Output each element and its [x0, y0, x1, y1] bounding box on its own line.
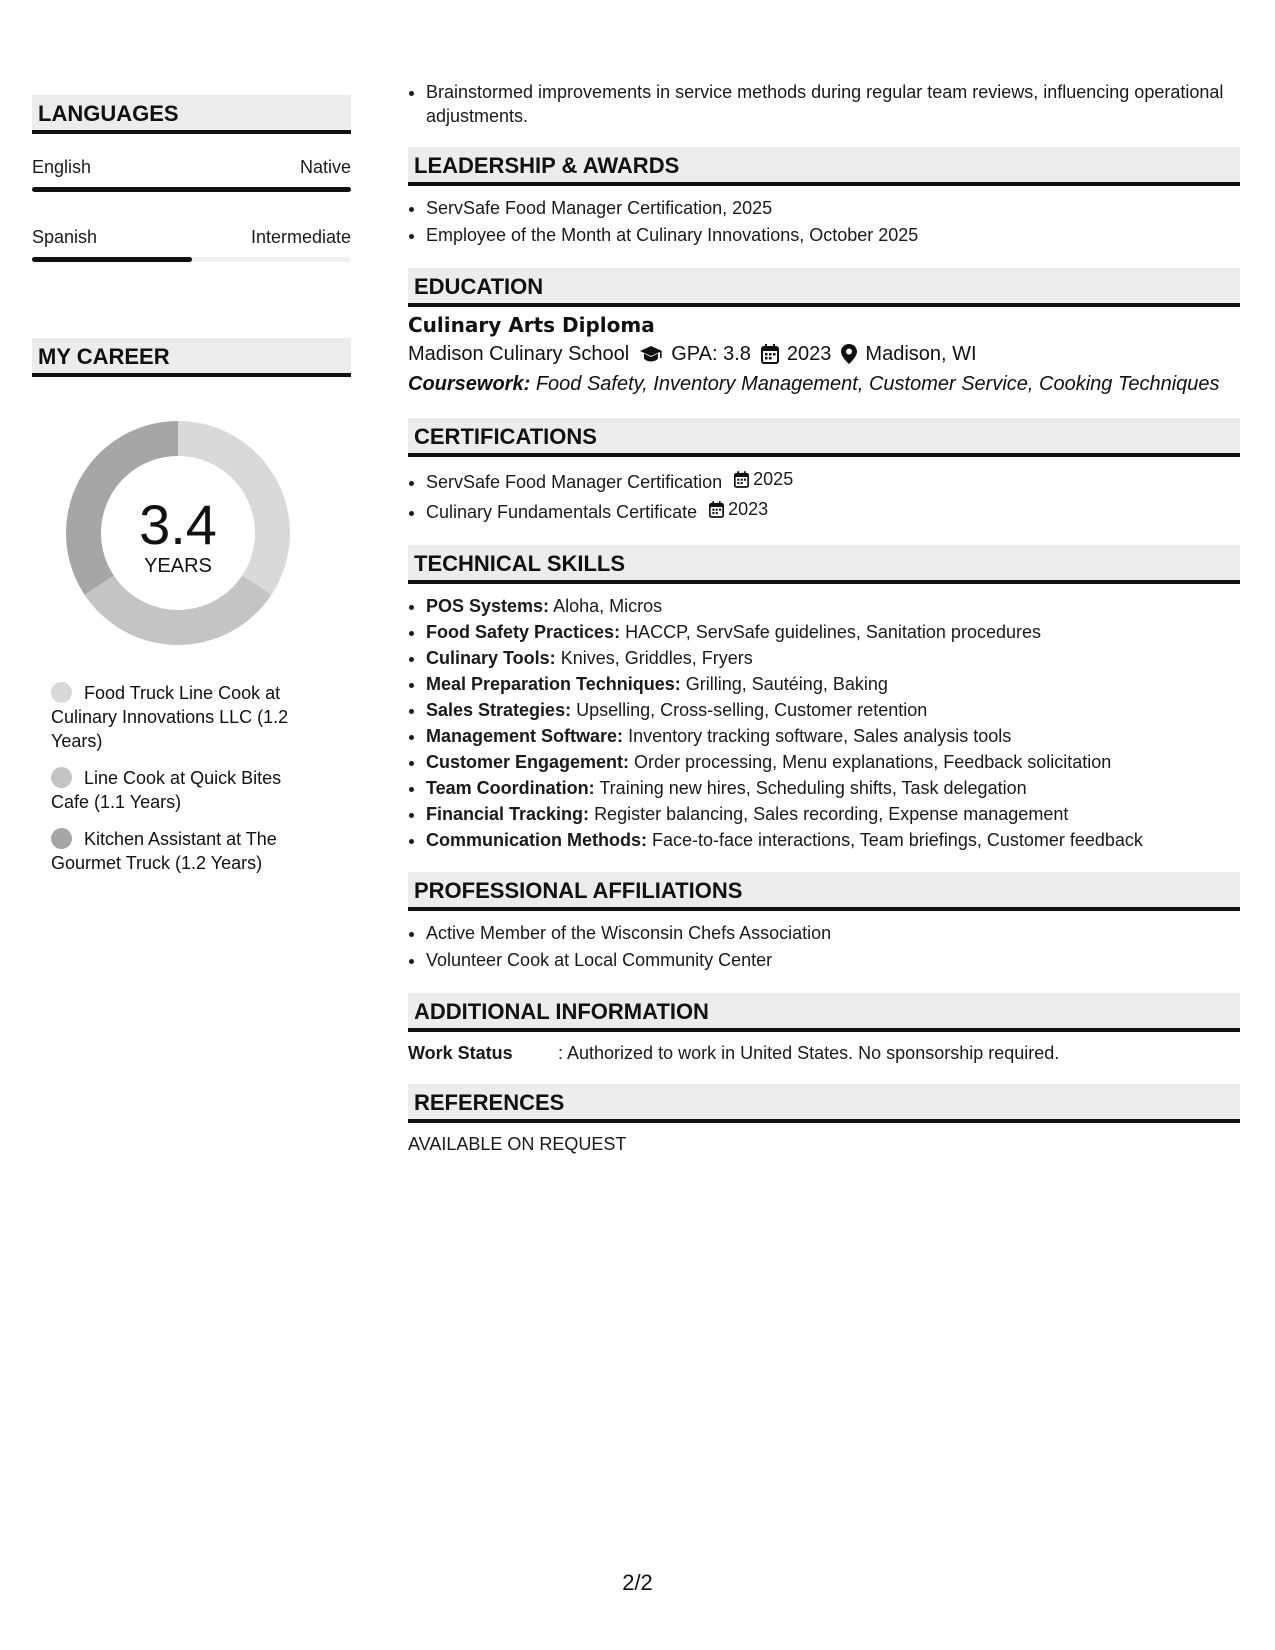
work-status-row: [408, 1041, 1240, 1065]
section-heading: TECHNICAL SKILLS: [408, 545, 1240, 584]
section-heading: REFERENCES: [408, 1084, 1240, 1123]
language-level: Intermediate: [250, 227, 351, 247]
section-heading: PROFESSIONAL AFFILIATIONS: [408, 872, 1240, 911]
leadership-list: [408, 195, 1240, 249]
list-item: [426, 801, 1240, 827]
certifications-section: [408, 418, 1240, 526]
language-name: Spanish: [32, 227, 98, 247]
list-item: [426, 593, 1240, 619]
sidebar: [32, 95, 351, 888]
career-heading: MY CAREER: [32, 338, 351, 377]
section-heading: CERTIFICATIONS: [408, 418, 1240, 457]
section-heading: ADDITIONAL INFORMATION: [408, 993, 1240, 1032]
skill-label: POS Systems:: [426, 596, 550, 616]
skill-label: Financial Tracking:: [426, 804, 590, 824]
list-item: [426, 723, 1240, 749]
list-item: [426, 749, 1240, 775]
main-content: [408, 80, 1240, 1156]
skill-value: HACCP, ServSafe guidelines, Sanitation procedures: [625, 622, 1041, 642]
leadership-section: [408, 147, 1240, 249]
technical-skills-section: [408, 545, 1240, 853]
cert-name: ServSafe Food Manager Certification: [426, 472, 723, 492]
cert-year: 2023: [728, 499, 769, 519]
school-name: Madison Culinary School: [408, 343, 630, 365]
languages-heading: LANGUAGES: [32, 95, 351, 134]
additional-info-section: [408, 993, 1240, 1065]
language-english: [32, 156, 351, 192]
work-status-label: Work Status: [408, 1043, 513, 1063]
list-item: • ServSafe Food Manager Certification, 2025: [426, 195, 1240, 222]
experience-bullets: [408, 80, 1240, 128]
list-item: [426, 671, 1240, 697]
skill-value: Knives, Griddles, Fryers: [560, 648, 753, 668]
skill-value: Grilling, Sautéing, Baking: [685, 674, 888, 694]
skill-value: Upselling, Cross-selling, Customer retention: [576, 700, 928, 720]
list-item: [51, 827, 311, 875]
skill-label: Meal Preparation Techniques:: [426, 674, 681, 694]
career-donut-chart: [66, 421, 290, 645]
school-location: Madison, WI: [865, 343, 977, 365]
language-level-bar: [32, 257, 351, 262]
calendar-icon: [761, 344, 779, 364]
cert-name: Culinary Fundamentals Certificate: [426, 502, 698, 522]
skill-value: Order processing, Menu explanations, Feedback solicitation: [634, 752, 1112, 772]
section-heading: LEADERSHIP & AWARDS: [408, 147, 1240, 186]
list-item: [426, 697, 1240, 723]
list-item: • Active Member of the Wisconsin Chefs Association: [426, 920, 1240, 947]
list-item: [426, 466, 1240, 496]
affiliations-list: [408, 920, 1240, 974]
graduation-year: 2023: [786, 343, 832, 365]
affiliations-section: [408, 872, 1240, 974]
skill-value: Register balancing, Sales recording, Expense management: [594, 804, 1069, 824]
career-legend: [51, 681, 311, 875]
references-text: AVAILABLE ON REQUEST: [408, 1134, 627, 1154]
language-level-bar: [32, 187, 351, 192]
skill-label: Sales Strategies:: [426, 700, 572, 720]
list-item: • Brainstormed improvements in service methods during regular team reviews, influencing operational adjustments.: [426, 80, 1240, 128]
language-name: English: [32, 157, 92, 177]
skill-label: Food Safety Practices:: [426, 622, 621, 642]
skill-label: Management Software:: [426, 726, 624, 746]
skills-list: [408, 593, 1240, 853]
list-item: • Employee of the Month at Culinary Innovations, October 2025: [426, 222, 1240, 249]
legend-dot: [51, 828, 72, 849]
gpa: GPA: 3.8: [671, 343, 751, 365]
education-details: [408, 339, 1240, 369]
list-item: [426, 619, 1240, 645]
list-item: [426, 827, 1240, 853]
work-status-value: : Authorized to work in United States. No sponsorship required.: [558, 1043, 1060, 1063]
skill-label: Customer Engagement:: [426, 752, 630, 772]
list-item: • Volunteer Cook at Local Community Center: [426, 947, 1240, 974]
skill-value: Aloha, Micros: [553, 596, 663, 616]
list-item: [426, 645, 1240, 671]
skill-label: Culinary Tools:: [426, 648, 556, 668]
career-total-unit: YEARS: [144, 555, 212, 577]
list-item: [426, 496, 1240, 526]
legend-dot: [51, 682, 72, 703]
certifications-list: [408, 466, 1240, 526]
legend-label: Food Truck Line Cook at Culinary Innovations LLC (1.2 Years): [51, 683, 289, 751]
page-number: 2/2: [622, 1570, 653, 1595]
degree-title: Culinary Arts Diploma: [408, 313, 655, 337]
coursework: [408, 369, 1240, 399]
map-pin-icon: [841, 344, 857, 364]
legend-label: Kitchen Assistant at The Gourmet Truck (1.2 Years): [51, 829, 277, 873]
section-heading: EDUCATION: [408, 268, 1240, 307]
language-spanish: [32, 226, 351, 262]
skill-label: Communication Methods:: [426, 830, 647, 850]
list-item: [51, 681, 311, 753]
skill-value: Face-to-face interactions, Team briefings, Customer feedback: [652, 830, 1143, 850]
legend-dot: [51, 767, 72, 788]
list-item: [51, 766, 311, 814]
education-section: [408, 268, 1240, 399]
legend-label: Line Cook at Quick Bites Cafe (1.1 Years): [51, 768, 282, 812]
skill-value: Training new hires, Scheduling shifts, Task delegation: [599, 778, 1027, 798]
calendar-icon: [734, 471, 749, 488]
skill-label: Team Coordination:: [426, 778, 595, 798]
skill-value: Inventory tracking software, Sales analysis tools: [628, 726, 1012, 746]
calendar-icon: [709, 501, 724, 518]
graduation-cap-icon: [639, 345, 663, 363]
list-item: [426, 775, 1240, 801]
coursework-list: Food Safety, Inventory Management, Customer Service, Cooking Techniques: [535, 373, 1220, 395]
cert-year: 2025: [753, 469, 794, 489]
references-section: [408, 1084, 1240, 1156]
career-total-years: 3.4: [139, 493, 217, 556]
coursework-label: Coursework:: [408, 373, 531, 395]
language-level: Native: [299, 157, 351, 177]
